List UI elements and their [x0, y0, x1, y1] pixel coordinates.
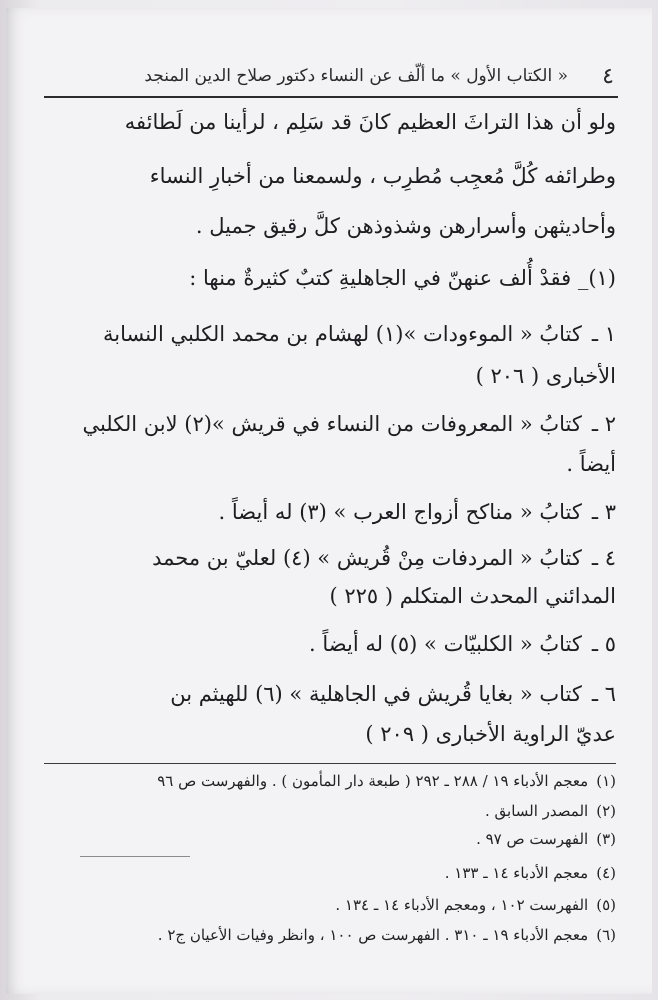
item-text: كتابُ « مناكح أزواج العرب » (٣) له أيضاً .	[218, 500, 582, 524]
footnote-text: معجم الأدباء ١٩ ـ ٣١٠ . الفهرست ص ١٠٠ ، وانظر وفيات الأعيان ج٢ .	[157, 926, 589, 944]
footnote-text: معجم الأدباء ١٩ / ٢٨٨ ـ ٢٩٢ ( طبعة دار المأمون ) . والفهرست ص ٩٦	[157, 772, 589, 790]
footnote-rule	[44, 763, 616, 764]
list-item-continuation: المدائني المحدث المتكلم ( ٢٢٥ )	[329, 584, 616, 608]
header-rule	[44, 96, 618, 98]
list-item-continuation: أيضاً .	[566, 452, 616, 476]
item-text: كتابُ « الكلبيّات » (٥) له أيضاً .	[309, 632, 582, 656]
footnote	[476, 830, 616, 848]
footnote-text: الفهرست ص ٩٧ .	[476, 830, 589, 848]
list-item	[170, 682, 616, 706]
footnote-text: المصدر السابق .	[485, 802, 589, 820]
item-number: ٤ ـ	[591, 546, 616, 570]
item-text: كتابُ « المعروفات من النساء في قريش »(٢) لابن الكلبي	[82, 412, 582, 436]
footnote	[445, 864, 616, 882]
lead-line: (١)_ فقدْ أُلف عنهنّ في الجاهليةِ كتبٌ كثيرةٌ منها :	[189, 266, 616, 290]
footnote	[335, 896, 616, 914]
item-text: كتاب « بغايا قُريش في الجاهلية » (٦) للهيثم بن	[170, 682, 582, 706]
list-item	[219, 500, 616, 524]
footnote-number: (٢)	[596, 802, 616, 820]
footnote-divider	[80, 856, 190, 857]
footnote-number: (٦)	[596, 926, 616, 944]
footnote	[157, 772, 616, 790]
intro-line: وطرائفه كُلَّ مُعجِب مُطرِب ، ولسمعنا من أخبارِ النساء	[149, 164, 616, 188]
list-item-continuation: الأخبارى ( ٢٠٦ )	[475, 364, 616, 388]
item-number: ١ ـ	[591, 322, 616, 346]
page-header	[44, 58, 614, 94]
footnote-text: معجم الأدباء ١٤ ـ ١٣٣ .	[444, 864, 589, 882]
item-number: ٢ ـ	[591, 412, 616, 436]
footnote	[485, 802, 616, 820]
item-number: ٣ ـ	[591, 500, 616, 524]
footnote-text: الفهرست ١٠٢ ، ومعجم الأدباء ١٤ ـ ١٣٤ .	[335, 896, 589, 914]
page-number: ٤	[602, 64, 614, 89]
list-item	[82, 412, 616, 436]
list-item	[103, 322, 616, 346]
footnote-number: (٥)	[596, 896, 616, 914]
intro-line: ولو أن هذا التراثَ العظيم كانَ قد سَلِم ، لرأينا من لَطائفه	[124, 110, 616, 134]
list-item	[309, 632, 616, 656]
footnote-number: (٣)	[596, 830, 616, 848]
footnote-number: (٤)	[596, 864, 616, 882]
item-text: كتابُ « المردفات مِنْ قُريش » (٤) لعليّ بن محمد	[152, 546, 582, 570]
list-item	[152, 546, 616, 570]
footnote-number: (١)	[596, 772, 616, 790]
list-item-continuation: عديّ الراوية الأخبارى ( ٢٠٩ )	[365, 722, 616, 746]
item-text: كتابُ « الموءودات »(١) لهشام بن محمد الكلبي النسابة	[102, 322, 582, 346]
footnote	[158, 926, 616, 944]
item-number: ٦ ـ	[591, 682, 616, 706]
item-number: ٥ ـ	[591, 632, 616, 656]
running-title: « الكتاب الأول » ما ألّف عن النساء دكتور صلاح الدين المنجد	[144, 66, 568, 86]
intro-line: وأحاديثهن وأسرارهن وشذوذهن كلَّ رقيق جميل .	[195, 214, 616, 238]
